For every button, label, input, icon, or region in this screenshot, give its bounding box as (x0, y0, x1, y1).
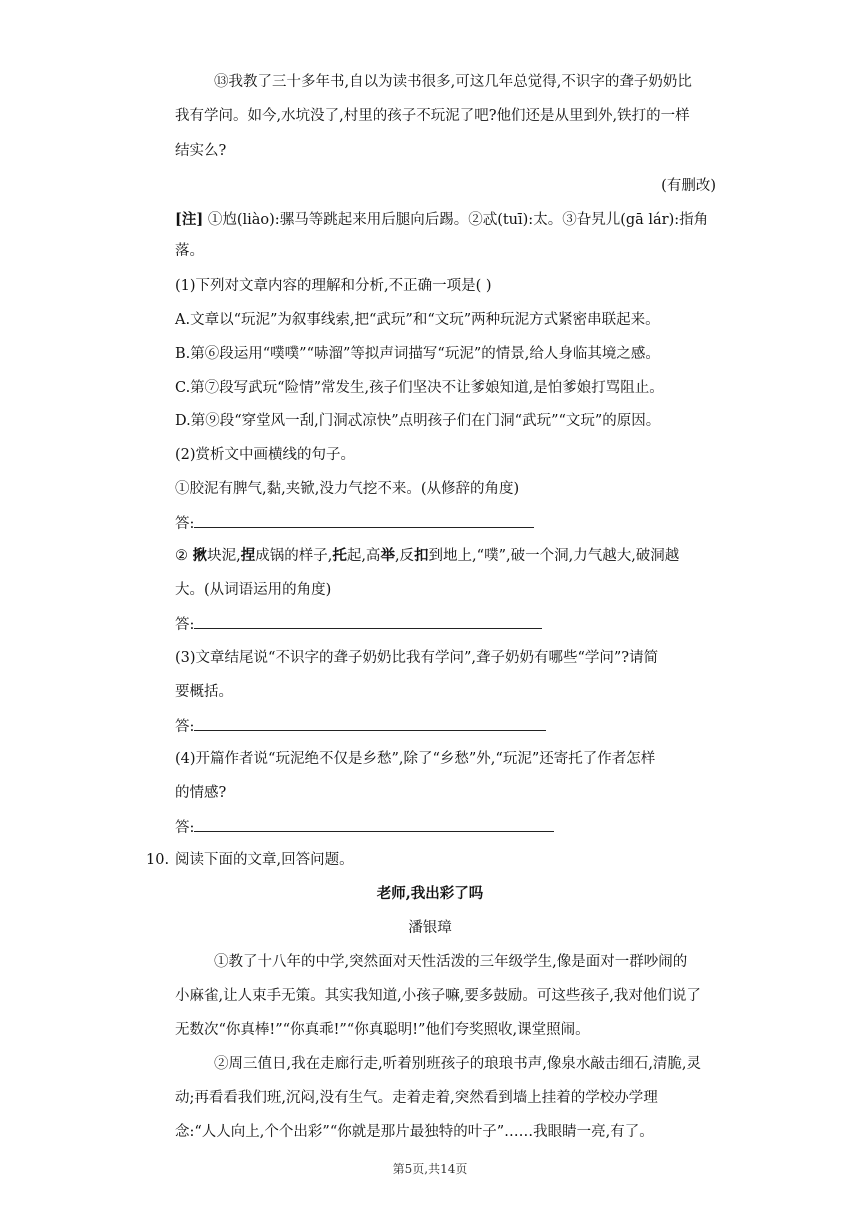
bold-word: 托 (332, 547, 347, 564)
answer-blank (194, 817, 554, 832)
annotation-line-2: 落。 (175, 243, 204, 259)
answer-blank (194, 614, 542, 629)
bold-word: 扣 (414, 547, 429, 564)
bold-word: 揪 (192, 547, 208, 564)
bold-word: 举 (380, 547, 395, 564)
question-2-sentence-2-line-2: 大。(从词语运用的角度) (175, 582, 332, 598)
question-3-line-2: 要概括。 (175, 684, 233, 700)
sentence-text: ,反 (394, 548, 415, 564)
article-author: 潘银璋 (408, 920, 452, 936)
answer-blank (194, 513, 534, 528)
answer-label: 答: (175, 820, 195, 836)
question-1-stem: (1)下列对文章内容的理解和分析,不正确一项是( ) (175, 278, 492, 294)
question-2-stem: (2)赏析文中画横线的句子。 (175, 447, 356, 463)
article-paragraph-1-line-3: 无数次“你真棒!”“你真乖!”“你真聪明!”他们夸奖照收,课堂照闹。 (175, 1022, 590, 1038)
question-1-option-b: B.第⑥段运用“噗噗”“哧溜”等拟声词描写“玩泥”的情景,给人身临其境之感。 (175, 346, 660, 362)
annotation-line-1 (175, 210, 708, 230)
question-3-line-1: (3)文章结尾说“不识字的聋子奶奶比我有学问”,聋子奶奶有哪些“学问”?请简 (175, 650, 659, 666)
question-4-line-1: (4)开篇作者说“玩泥绝不仅是乡愁”,除了“乡愁”外,“玩泥”还寄托了作者怎样 (175, 751, 656, 767)
question-1-option-c: C.第⑦段写武玩“险情”常发生,孩子们坚决不让爹娘知道,是怕爹娘打骂阻止。 (175, 380, 664, 396)
article-paragraph-1-line-2: 小麻雀,让人束手无策。其实我知道,小孩子嘛,要多鼓励。可这些孩子,我对他们说了 (175, 988, 701, 1004)
answer-label: 答: (175, 617, 195, 633)
answer-line-q2-2 (175, 614, 542, 635)
answer-line-q3 (175, 716, 546, 737)
annotation-label: [注] (175, 211, 204, 228)
source-note: (有删改) (661, 178, 716, 194)
answer-line-q4 (175, 817, 554, 838)
paragraph-13-line-2: 我有学问。如今,水坑没了,村里的孩子不玩泥了吧?他们还是从里到外,铁打的一样 (175, 108, 690, 124)
question-10-stem: 阅读下面的文章,回答问题。 (175, 852, 354, 868)
page-footer: 第5页,共14页 (392, 1162, 468, 1176)
article-paragraph-2-line-2: 动;再看看我们班,沉闷,没有生气。走着走着,突然看到墙上挂着的学校办学理 (175, 1090, 658, 1106)
question-2-sentence-1: ①胶泥有脾气,黏,夹锨,没力气挖不来。(从修辞的角度) (175, 481, 520, 497)
sentence-text: 块泥, (207, 548, 241, 564)
article-paragraph-1-line-1: ①教了十八年的中学,突然面对天性活泼的三年级学生,像是面对一群吵闹的 (214, 954, 688, 970)
bold-word: 捏 (240, 547, 256, 564)
sentence-text: 成锅的样子, (255, 548, 333, 564)
article-paragraph-2-line-1: ②周三值日,我在走廊行走,听着别班孩子的琅琅书声,像泉水敲击细石,清脆,灵 (214, 1056, 702, 1072)
question-1-option-a: A.文章以“玩泥”为叙事线索,把“武玩”和“文玩”两种玩泥方式紧密串联起来。 (175, 312, 660, 328)
question-2-sentence-2 (175, 546, 679, 566)
answer-label: 答: (175, 719, 195, 735)
sentence-text: 起,高 (346, 548, 381, 564)
article-paragraph-2-line-3: 念:“人人向上,个个出彩”“你就是那片最独特的叶子”……我眼睛一亮,有了。 (175, 1124, 654, 1140)
article-title: 老师,我出彩了吗 (376, 885, 484, 902)
paragraph-13-line-3: 结实么? (175, 143, 227, 159)
question-10-number: 10. (146, 852, 170, 868)
question-4-line-2: 的情感? (175, 785, 227, 801)
question-1-option-d: D.第⑨段“穿堂风一刮,门洞忒凉快”点明孩子们在门洞“武玩”“文玩”的原因。 (175, 413, 661, 429)
answer-line-q2-1 (175, 513, 534, 534)
paragraph-13-line-1: ⑬我教了三十多年书,自以为读书很多,可这几年总觉得,不识字的聋子奶奶比 (214, 74, 692, 90)
answer-label: 答: (175, 516, 195, 532)
annotation-text: ①尥(liào):骡马等跳起来用后腿向后踢。②忒(tuī):太。③旮旯儿(gā lár):指角 (207, 212, 709, 228)
sentence-number: ② (175, 548, 193, 564)
answer-blank (194, 716, 546, 731)
sentence-text: 到地上,“噗”,破一个洞,力气越大,破洞越 (428, 548, 680, 564)
